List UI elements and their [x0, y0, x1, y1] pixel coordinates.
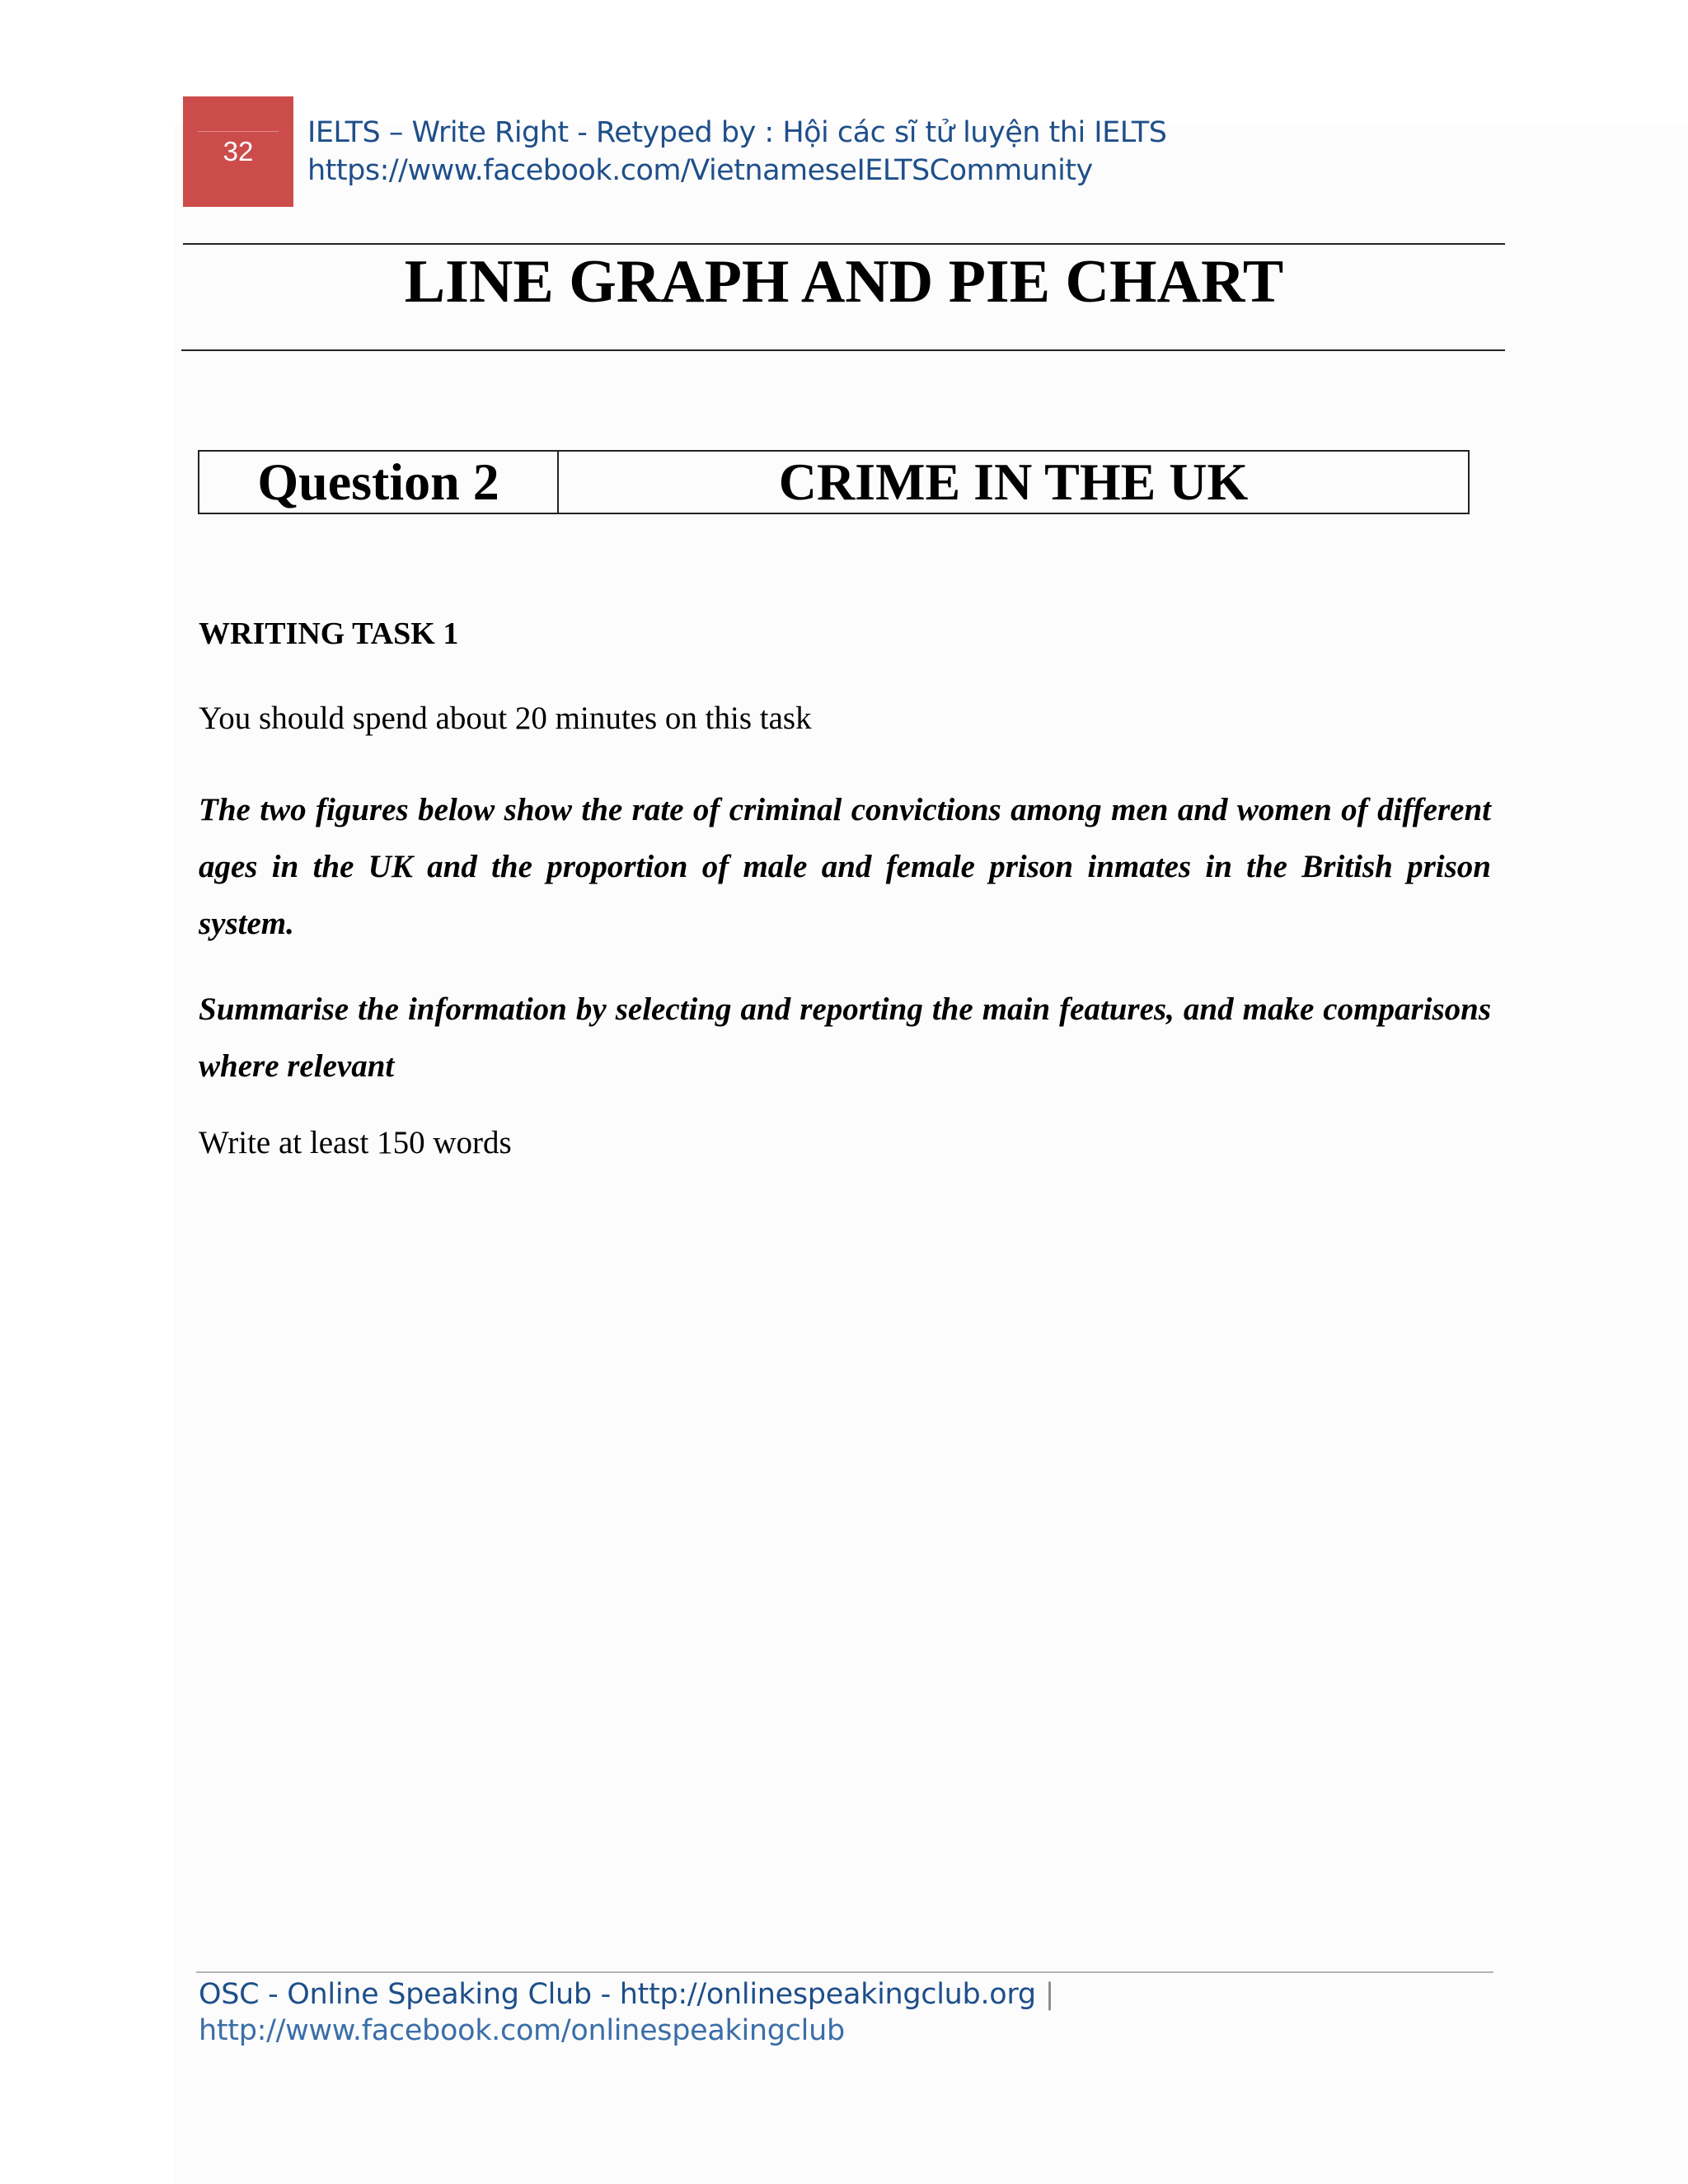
title-rule-top: [183, 243, 1505, 245]
page-number: 32: [223, 136, 254, 166]
section-title: LINE GRAPH AND PIE CHART: [404, 248, 1284, 316]
page-number-badge: [183, 96, 293, 207]
page-number-divider: [198, 131, 279, 132]
word-count-instruction: Write at least 150 words: [199, 1125, 512, 1160]
running-header: [307, 114, 1167, 190]
footer-rule: [196, 1971, 1493, 1973]
footer-line-1: [199, 1976, 1054, 2013]
question-topic: CRIME IN THE UK: [778, 452, 1249, 511]
question-label: Question 2: [199, 452, 559, 513]
summary-instruction: Summarise the information by selecting and reporting the main features, and make comparisons where relevant: [199, 991, 1491, 1084]
question-header-table: [198, 450, 1470, 514]
footer: [199, 1976, 1054, 2049]
footer-separator: |: [1044, 1978, 1055, 2011]
title-rule-bottom: [181, 349, 1505, 351]
header-title: IELTS – Write Right - Retyped by : Hội các sĩ tử luyện thi IELTS: [307, 116, 1167, 149]
time-instruction: You should spend about 20 minutes on this task: [199, 701, 812, 736]
task-heading: WRITING TASK 1: [199, 616, 459, 651]
task-prompt: The two figures below show the rate of criminal convictions among men and women of different ages in the UK and the proportion of male and female prison inmates in the British prison system.: [199, 792, 1491, 941]
footer-club-link[interactable]: OSC - Online Speaking Club - http://onlinespeakingclub.org: [199, 1978, 1036, 2011]
header-link[interactable]: https://www.facebook.com/VietnameseIELTSCommunity: [307, 154, 1093, 187]
footer-facebook-link[interactable]: http://www.facebook.com/onlinespeakingclub: [199, 2014, 845, 2047]
